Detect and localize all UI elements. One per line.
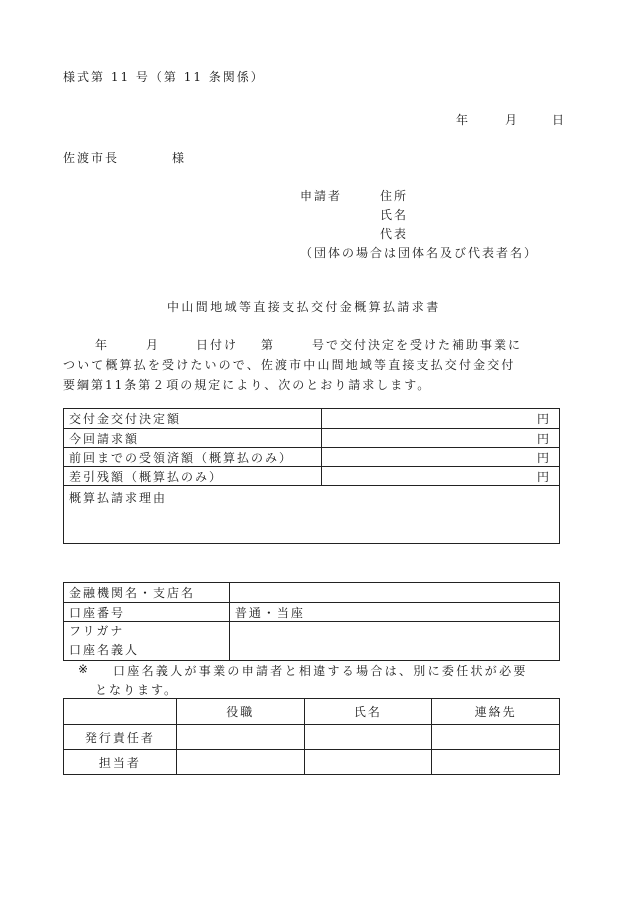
bank-name-field[interactable]: [229, 583, 559, 603]
applicant-label: 申請者: [300, 189, 343, 203]
note-line1: 口座名義人が事業の申請者と相違する場合は、別に委任状が必要: [113, 664, 528, 678]
account-number-field[interactable]: [229, 603, 559, 622]
header-blank: [64, 699, 177, 725]
staff-position-field[interactable]: [176, 750, 304, 775]
decision-amount-field[interactable]: [321, 409, 559, 429]
staff-contact-field[interactable]: [432, 750, 560, 775]
document-title: 中山間地域等直接支払交付金概算払請求書: [167, 300, 441, 314]
form-number: 様式第 11 号（第 11 条関係）: [63, 70, 265, 84]
applicant-name: 氏名: [380, 208, 409, 222]
yen-unit: 円: [536, 412, 551, 426]
yen-unit: 円: [536, 431, 551, 446]
reason-field[interactable]: [64, 486, 560, 544]
header-contact: 連絡先: [432, 699, 560, 725]
table-row: [64, 622, 560, 661]
table-row: [64, 583, 560, 603]
staff-label: 担当者: [64, 750, 177, 775]
body-month: 月: [146, 338, 161, 352]
date-month: 月: [505, 113, 520, 127]
table-row: [64, 409, 560, 429]
account-type: 普通・当座: [234, 605, 305, 620]
received-amount-field[interactable]: [321, 448, 559, 467]
account-number-label: 口座番号: [64, 603, 230, 622]
table-row: [64, 699, 560, 725]
addressee-honorific: 様: [172, 151, 187, 165]
yen-unit: 円: [536, 469, 551, 484]
note-mark: ※: [78, 662, 91, 676]
body-no-prefix: 第: [261, 338, 276, 352]
yen-unit: 円: [536, 450, 551, 465]
applicant-note: （団体の場合は団体名及び代表者名）: [300, 246, 539, 260]
issuer-contact-field[interactable]: [432, 725, 560, 750]
reason-label: 概算払請求理由: [69, 491, 168, 505]
contact-table: [63, 698, 560, 775]
addressee-name: 佐渡市長: [63, 151, 120, 165]
table-row: [64, 750, 560, 775]
header-position: 役職: [176, 699, 304, 725]
table-row: [64, 467, 560, 486]
body-year: 年: [95, 338, 110, 352]
bank-table: [63, 582, 560, 661]
issuer-name-field[interactable]: [304, 725, 432, 750]
balance-amount-field[interactable]: [321, 467, 559, 486]
issuer-position-field[interactable]: [176, 725, 304, 750]
date-year: 年: [456, 113, 471, 127]
body-line1-rest: 号で交付決定を受けた補助事業に: [312, 338, 523, 352]
header-name: 氏名: [304, 699, 432, 725]
account-holder-label: [64, 622, 230, 661]
body-line2: ついて概算払を受けたいので、佐渡市中山間地域等直接支払交付金交付: [63, 358, 516, 372]
applicant-address: 住所: [380, 189, 409, 203]
body-line3: 要綱第11条第２項の規定により、次のとおり請求します。: [63, 378, 432, 392]
request-amount-label: 今回請求額: [64, 429, 322, 448]
applicant-representative: 代表: [380, 227, 409, 241]
account-holder-field[interactable]: [229, 622, 559, 661]
request-amount-field[interactable]: [321, 429, 559, 448]
bank-name-label: 金融機関名・支店名: [64, 583, 230, 603]
table-row: [64, 448, 560, 467]
decision-amount-label: 交付金交付決定額: [64, 409, 322, 429]
table-row: [64, 429, 560, 448]
amount-table: [63, 408, 560, 544]
holder-label: 口座名義人: [69, 643, 140, 657]
staff-name-field[interactable]: [304, 750, 432, 775]
note-line2: となります。: [95, 683, 179, 697]
date-day: 日: [552, 113, 567, 127]
table-row: [64, 603, 560, 622]
table-row: [64, 486, 560, 544]
issuer-label: 発行責任者: [64, 725, 177, 750]
received-amount-label: 前回までの受領済額（概算払のみ）: [64, 448, 322, 467]
furigana-label: フリガナ: [69, 624, 125, 638]
body-dated: 日付け: [196, 338, 239, 352]
balance-amount-label: 差引残額（概算払のみ）: [64, 467, 322, 486]
table-row: [64, 725, 560, 750]
